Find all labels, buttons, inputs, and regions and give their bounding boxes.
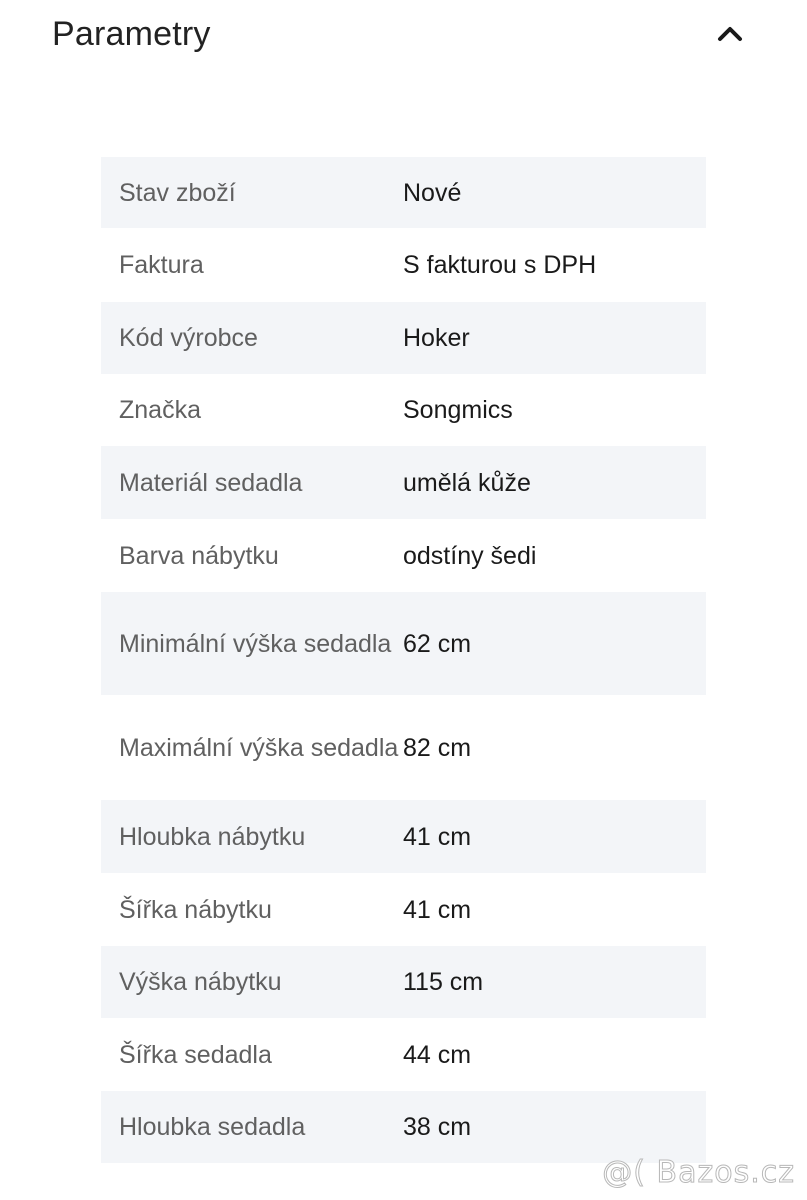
parameter-value: Nové xyxy=(403,178,462,207)
parameters-table xyxy=(101,157,706,1163)
parameter-row xyxy=(101,374,706,446)
bazos-watermark: @( Bazos.cz xyxy=(602,1155,795,1190)
parameter-label: Značka xyxy=(119,396,201,424)
parameter-value: Songmics xyxy=(403,396,513,424)
parameter-value: 115 cm xyxy=(403,968,484,996)
parameter-label: Barva nábytku xyxy=(119,541,279,570)
chevron-up-icon xyxy=(717,24,743,42)
parameter-row xyxy=(101,946,706,1018)
parameter-label: Stav zboží xyxy=(119,178,236,207)
parameter-label: Šířka nábytku xyxy=(119,895,272,924)
section-title: Parametry xyxy=(52,15,211,53)
parameter-row xyxy=(101,592,706,695)
parameter-row xyxy=(101,1091,706,1163)
parameter-value: 38 cm xyxy=(403,1113,472,1141)
parameter-row xyxy=(101,446,706,519)
parameter-row xyxy=(101,695,706,800)
parameter-label: Minimální výška sedadla xyxy=(119,629,392,658)
parameter-row xyxy=(101,228,706,302)
parameter-label: Materiál sedadla xyxy=(119,468,303,497)
parameters-header xyxy=(52,12,767,62)
parameter-value: umělá kůže xyxy=(403,468,531,497)
parameter-row xyxy=(101,873,706,946)
parameter-row xyxy=(101,302,706,374)
parameter-label: Výška nábytku xyxy=(119,968,282,996)
collapse-toggle-button[interactable] xyxy=(713,18,747,48)
parameter-label: Šířka sedadla xyxy=(119,1040,272,1069)
parameter-value: Hoker xyxy=(403,324,470,352)
parameter-value: 41 cm xyxy=(403,822,472,851)
parameter-value: 82 cm xyxy=(403,733,472,762)
parameter-row xyxy=(101,800,706,873)
parameter-value: S fakturou s DPH xyxy=(403,251,597,279)
parameter-row xyxy=(101,519,706,592)
parameter-row xyxy=(101,1018,706,1091)
parameter-value: 41 cm xyxy=(403,895,472,924)
parameter-row xyxy=(101,157,706,228)
parameter-value: 62 cm xyxy=(403,629,472,658)
parameter-label: Maximální výška sedadla xyxy=(119,733,399,762)
parameter-label: Hloubka nábytku xyxy=(119,822,306,851)
parameter-label: Hloubka sedadla xyxy=(119,1113,306,1141)
parameter-value: odstíny šedi xyxy=(403,541,537,570)
parameter-label: Faktura xyxy=(119,251,204,279)
parameter-value: 44 cm xyxy=(403,1040,472,1069)
parameter-label: Kód výrobce xyxy=(119,324,258,352)
